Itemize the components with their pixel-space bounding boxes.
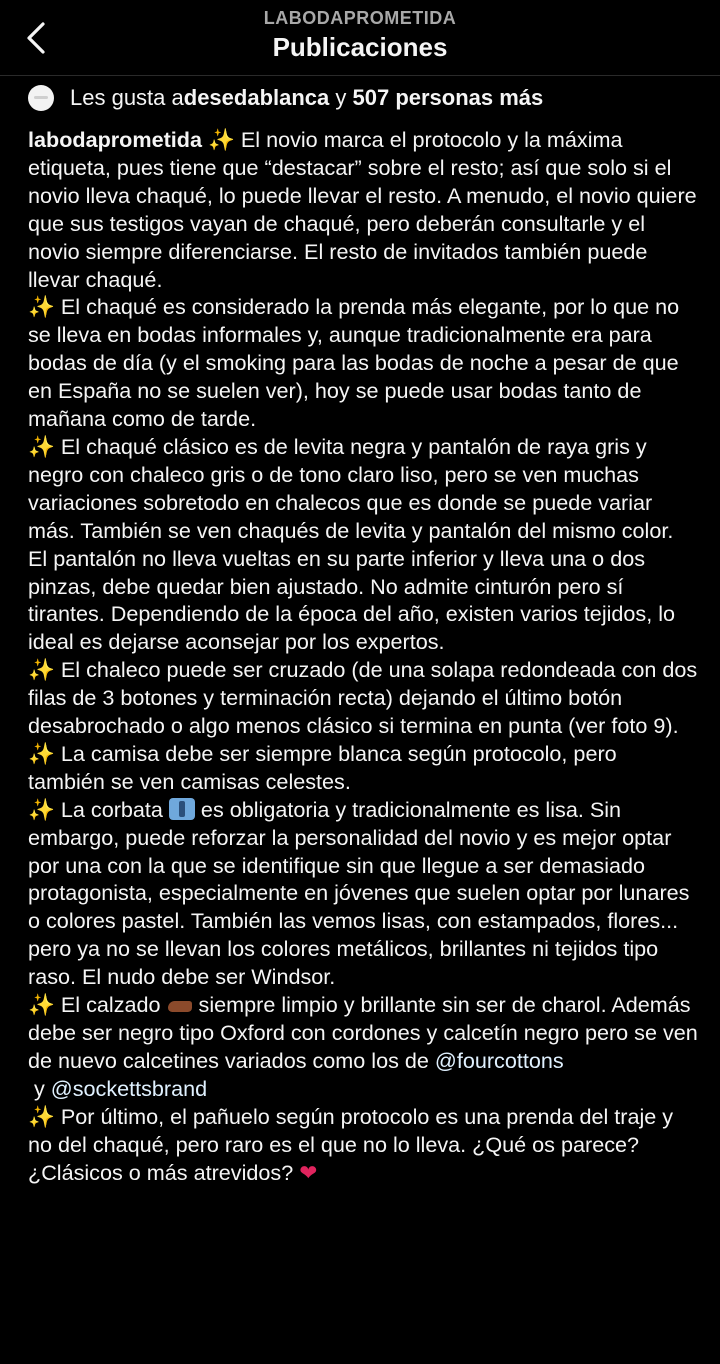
caption-text: La camisa debe ser siempre blanca según protocolo, pero también se ven camisas celestes. (28, 740, 617, 794)
likes-middle: y (329, 85, 353, 110)
caption-username[interactable]: labodaprometida (28, 127, 202, 152)
post-caption (28, 126, 698, 1186)
caption-paragraph (28, 433, 698, 656)
caption-paragraph (28, 991, 698, 1103)
caption-text: El novio marca el protocolo y la máxima etiqueta, pues tiene que “destacar” sobre el resto; así que solo si el novio lleva chaqué, lo puede llevar el resto. A menudo, el novio quiere que sus testigos vayan de chaqué, pero deberán consultarle y el novio siempre diferenciarse. El resto de invitados también puede llevar chaqué. (28, 127, 697, 292)
sparkles-icon: ✨ (28, 657, 55, 683)
top-navigation-bar (0, 0, 720, 76)
sparkles-icon: ✨ (28, 1103, 55, 1129)
caption-paragraph (28, 1103, 698, 1187)
caption-text: El chaleco puede ser cruzado (de una solapa redondeada con dos filas de 3 botones y terminación recta) dejando el último botón desabrochado o algo menos clásico si termina en punta (ver foto 9). (28, 657, 698, 739)
caption-text: y (28, 1075, 51, 1101)
likes-prefix: Les gusta a (70, 85, 184, 110)
caption-text: La corbata (54, 796, 169, 822)
mention-link[interactable]: @sockettsbrand (50, 1075, 208, 1101)
caption-text: El calzado (54, 992, 167, 1018)
caption-text: Por último, el pañuelo según protocolo es una prenda del traje y no del chaqué, pero raro es el que no lo lleva. ¿Qué os parece? ¿Clásicos o más atrevidos? (28, 1103, 674, 1185)
sparkles-icon: ✨ (28, 992, 55, 1018)
likes-summary[interactable] (28, 84, 543, 112)
heart-icon: ❤ (299, 1159, 318, 1185)
caption-text: El chaqué es considerado la prenda más elegante, por lo que no se lleva en bodas informales y, aunque tradicionalmente era para bodas de día (y el smoking para las bodas de noche a pesar de que en España no se suelen ver), hoy se puede usar bodas tanto de mañana como de tarde. (28, 294, 680, 432)
caption-paragraph (28, 293, 698, 433)
sparkles-icon: ✨ (28, 740, 55, 766)
likes-count[interactable]: 507 personas más (352, 85, 544, 110)
shoe-icon (167, 993, 193, 1015)
caption-text: siempre limpio y brillante sin ser de charol. Además debe ser negro tipo Oxford con cordones y calcetín negro pero se ven de nuevo calcetines variados como los de (28, 992, 698, 1073)
page-title: Publicaciones (272, 32, 448, 62)
liker-avatar[interactable] (28, 85, 54, 111)
caption-paragraph (28, 126, 698, 293)
tie-icon (169, 798, 195, 820)
account-name[interactable]: LABODAPROMETIDA (263, 8, 457, 28)
sparkles-icon: ✨ (28, 433, 55, 459)
sparkles-icon: ✨ (207, 127, 235, 152)
liker-username[interactable]: desedablanca (183, 85, 330, 110)
caption-paragraph (28, 656, 698, 740)
caption-text: es obligatoria y tradicionalmente es lisa. Sin embargo, puede reforzar la personalidad del novio y es mejor optar por una con la que se identifique sin que llegue a ser demasiado protagonista, especialmente en jóvenes que suelen optar por lunares o colores pastel. También las vemos lisas, con estampados, flores... pero ya no se llevan los colores metálicos, brillantes ni tejidos tipo raso. El nudo debe ser Windsor. (28, 796, 690, 990)
caption-text: El chaqué clásico es de levita negra y pantalón de raya gris y negro con chaleco gris o de tono claro liso, pero se ven muchas variaciones sobretodo en chalecos que es donde se puede variar más. También se ven chaqués de levita y pantalón del mismo color. El pantalón no lleva vueltas en su parte inferior y lleva una o dos pinzas, debe quedar bien ajustado. No admite cinturón pero sí tirantes. Dependiendo de la época del año, existen varios tejidos, lo ideal es dejarse aconsejar por los expertos. (28, 433, 676, 655)
caption-paragraph (28, 740, 698, 796)
caption-paragraph (28, 796, 698, 991)
sparkles-icon: ✨ (28, 294, 55, 320)
mention-link[interactable]: @fourcottons (434, 1047, 564, 1073)
sparkles-icon: ✨ (28, 796, 55, 822)
